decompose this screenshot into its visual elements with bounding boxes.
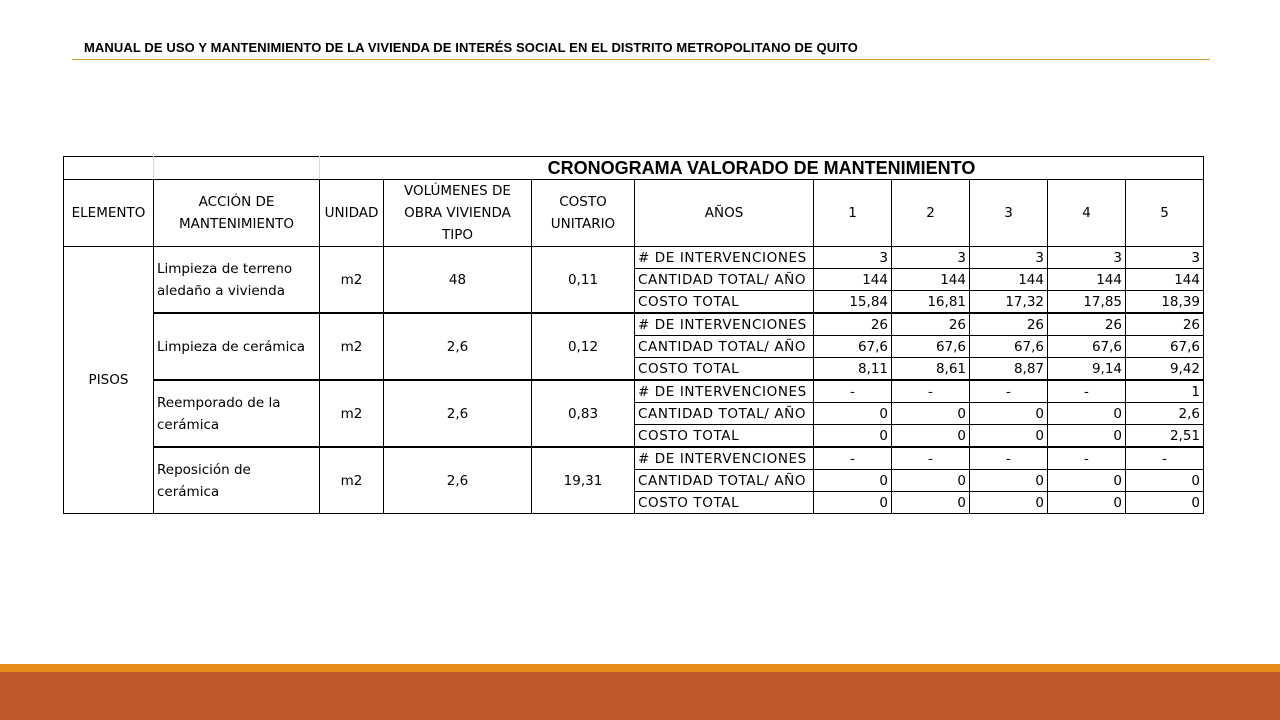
year-5-value: 0 bbox=[1126, 470, 1204, 492]
year-3-value: 0 bbox=[970, 403, 1048, 425]
maintenance-schedule-table-container bbox=[63, 156, 1204, 514]
action-cell: Limpieza de cerámica bbox=[154, 313, 320, 380]
header-year-3: 3 bbox=[970, 180, 1048, 247]
year-5-value: 0 bbox=[1126, 492, 1204, 514]
year-2-value: 8,61 bbox=[892, 358, 970, 381]
table-title-row bbox=[64, 157, 1204, 180]
metric-label: CANTIDAD TOTAL/ AÑO bbox=[635, 403, 814, 425]
year-5-value: 26 bbox=[1126, 313, 1204, 336]
year-5-value: 18,39 bbox=[1126, 291, 1204, 314]
year-1-value: 3 bbox=[814, 247, 892, 269]
unit-cost-cell: 0,83 bbox=[532, 380, 635, 447]
metric-label: COSTO TOTAL bbox=[635, 425, 814, 448]
metric-label: # DE INTERVENCIONES bbox=[635, 380, 814, 403]
year-2-value: 26 bbox=[892, 313, 970, 336]
metric-label: COSTO TOTAL bbox=[635, 358, 814, 381]
action-cell: Reemporado de la cerámica bbox=[154, 380, 320, 447]
year-5-value: 9,42 bbox=[1126, 358, 1204, 381]
title-blank-cell bbox=[64, 157, 154, 180]
footer-bar bbox=[0, 672, 1280, 720]
title-blank-cell bbox=[154, 157, 320, 180]
header-elemento: ELEMENTO bbox=[64, 180, 154, 247]
year-4-value: 0 bbox=[1048, 403, 1126, 425]
header-unidad: UNIDAD bbox=[320, 180, 384, 247]
action-cell: Limpieza de terreno aledaño a vivienda bbox=[154, 247, 320, 314]
year-2-value: 144 bbox=[892, 269, 970, 291]
header-year-1: 1 bbox=[814, 180, 892, 247]
header-accion: ACCIÓN DE MANTENIMIENTO bbox=[154, 180, 320, 247]
year-3-value: 0 bbox=[970, 492, 1048, 514]
header-year-5: 5 bbox=[1126, 180, 1204, 247]
year-1-value: 0 bbox=[814, 470, 892, 492]
header-divider bbox=[72, 59, 1210, 60]
year-1-value: - bbox=[814, 380, 892, 403]
year-4-value: - bbox=[1048, 380, 1126, 403]
year-4-value: 9,14 bbox=[1048, 358, 1126, 381]
year-4-value: 67,6 bbox=[1048, 336, 1126, 358]
year-3-value: 26 bbox=[970, 313, 1048, 336]
year-2-value: - bbox=[892, 380, 970, 403]
year-1-value: 0 bbox=[814, 492, 892, 514]
metric-label: CANTIDAD TOTAL/ AÑO bbox=[635, 470, 814, 492]
footer-accent-stripe bbox=[0, 664, 1280, 672]
year-1-value: - bbox=[814, 447, 892, 470]
year-4-value: 17,85 bbox=[1048, 291, 1126, 314]
year-5-value: - bbox=[1126, 447, 1204, 470]
year-1-value: 67,6 bbox=[814, 336, 892, 358]
unit-cell: m2 bbox=[320, 447, 384, 514]
year-1-value: 15,84 bbox=[814, 291, 892, 314]
year-2-value: - bbox=[892, 447, 970, 470]
year-3-value: 8,87 bbox=[970, 358, 1048, 381]
element-cell: PISOS bbox=[64, 247, 154, 514]
year-4-value: 26 bbox=[1048, 313, 1126, 336]
table-row bbox=[64, 313, 1204, 336]
year-5-value: 144 bbox=[1126, 269, 1204, 291]
volume-cell: 48 bbox=[384, 247, 532, 314]
year-4-value: 0 bbox=[1048, 492, 1126, 514]
metric-label: # DE INTERVENCIONES bbox=[635, 447, 814, 470]
year-1-value: 0 bbox=[814, 403, 892, 425]
table-title: CRONOGRAMA VALORADO DE MANTENIMIENTO bbox=[320, 157, 1204, 180]
year-5-value: 2,51 bbox=[1126, 425, 1204, 448]
volume-cell: 2,6 bbox=[384, 380, 532, 447]
year-2-value: 67,6 bbox=[892, 336, 970, 358]
year-3-value: 0 bbox=[970, 425, 1048, 448]
year-2-value: 0 bbox=[892, 470, 970, 492]
year-1-value: 8,11 bbox=[814, 358, 892, 381]
unit-cost-cell: 19,31 bbox=[532, 447, 635, 514]
table-row bbox=[64, 380, 1204, 403]
unit-cell: m2 bbox=[320, 380, 384, 447]
table-row bbox=[64, 447, 1204, 470]
unit-cost-cell: 0,12 bbox=[532, 313, 635, 380]
header-year-2: 2 bbox=[892, 180, 970, 247]
year-2-value: 3 bbox=[892, 247, 970, 269]
year-3-value: 144 bbox=[970, 269, 1048, 291]
metric-label: # DE INTERVENCIONES bbox=[635, 313, 814, 336]
year-4-value: 144 bbox=[1048, 269, 1126, 291]
unit-cell: m2 bbox=[320, 313, 384, 380]
year-2-value: 0 bbox=[892, 425, 970, 448]
maintenance-schedule-table bbox=[63, 156, 1204, 514]
year-3-value: - bbox=[970, 447, 1048, 470]
year-2-value: 16,81 bbox=[892, 291, 970, 314]
year-5-value: 1 bbox=[1126, 380, 1204, 403]
unit-cost-cell: 0,11 bbox=[532, 247, 635, 314]
year-3-value: 3 bbox=[970, 247, 1048, 269]
year-5-value: 2,6 bbox=[1126, 403, 1204, 425]
year-5-value: 67,6 bbox=[1126, 336, 1204, 358]
metric-label: # DE INTERVENCIONES bbox=[635, 247, 814, 269]
metric-label: COSTO TOTAL bbox=[635, 291, 814, 314]
page-title: MANUAL DE USO Y MANTENIMIENTO DE LA VIVIENDA DE INTERÉS SOCIAL EN EL DISTRITO METROPOLITANO DE QUITO bbox=[84, 40, 858, 55]
table-body bbox=[64, 157, 1204, 514]
year-5-value: 3 bbox=[1126, 247, 1204, 269]
year-3-value: - bbox=[970, 380, 1048, 403]
metric-label: CANTIDAD TOTAL/ AÑO bbox=[635, 269, 814, 291]
table-row bbox=[64, 247, 1204, 269]
unit-cell: m2 bbox=[320, 247, 384, 314]
year-2-value: 0 bbox=[892, 492, 970, 514]
header-year-4: 4 bbox=[1048, 180, 1126, 247]
header-costo-unitario: COSTO UNITARIO bbox=[532, 180, 635, 247]
year-4-value: 0 bbox=[1048, 470, 1126, 492]
year-3-value: 67,6 bbox=[970, 336, 1048, 358]
header-volumenes: VOLÚMENES DE OBRA VIVIENDA TIPO bbox=[384, 180, 532, 247]
year-2-value: 0 bbox=[892, 403, 970, 425]
table-header-row bbox=[64, 180, 1204, 247]
year-1-value: 26 bbox=[814, 313, 892, 336]
action-cell: Reposición de cerámica bbox=[154, 447, 320, 514]
header-anios: AÑOS bbox=[635, 180, 814, 247]
year-1-value: 144 bbox=[814, 269, 892, 291]
volume-cell: 2,6 bbox=[384, 313, 532, 380]
year-4-value: - bbox=[1048, 447, 1126, 470]
year-4-value: 3 bbox=[1048, 247, 1126, 269]
metric-label: CANTIDAD TOTAL/ AÑO bbox=[635, 336, 814, 358]
year-3-value: 17,32 bbox=[970, 291, 1048, 314]
year-3-value: 0 bbox=[970, 470, 1048, 492]
year-1-value: 0 bbox=[814, 425, 892, 448]
year-4-value: 0 bbox=[1048, 425, 1126, 448]
metric-label: COSTO TOTAL bbox=[635, 492, 814, 514]
volume-cell: 2,6 bbox=[384, 447, 532, 514]
